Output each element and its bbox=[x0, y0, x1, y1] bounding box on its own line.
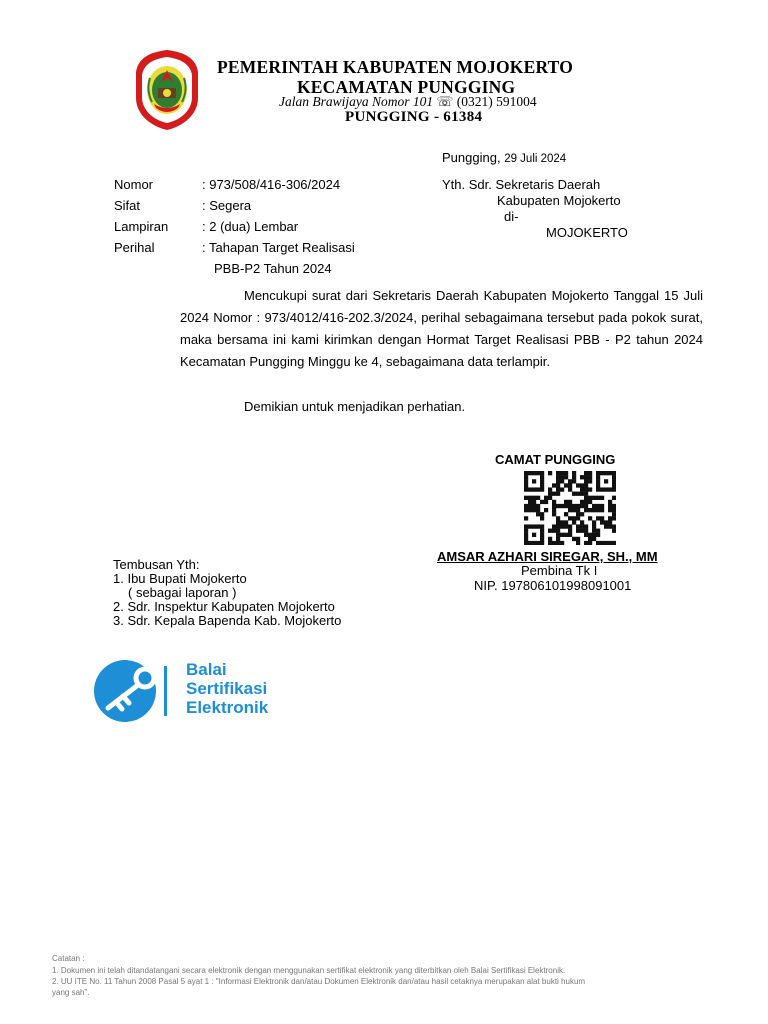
footer-note-2-cont: yang sah". bbox=[52, 988, 90, 997]
recipient-line2: Kabupaten Mojokerto bbox=[497, 193, 621, 208]
nomor-value: : 973/508/416-306/2024 bbox=[202, 177, 341, 192]
signatory-nip: NIP. 197806101998091001 bbox=[474, 578, 632, 593]
letterhead-city-postcode: PUNGGING - 61384 bbox=[345, 109, 483, 125]
sifat-value: : Segera bbox=[202, 198, 252, 213]
recipient-line3: di- bbox=[504, 209, 519, 224]
qr-code-icon bbox=[524, 471, 616, 545]
recipient-line1: Yth. Sdr. Sekretaris Daerah bbox=[442, 177, 601, 192]
tembusan-heading: Tembusan Yth: bbox=[113, 557, 200, 572]
signature-title: CAMAT PUNGGING bbox=[495, 452, 616, 467]
footer-note-1: 1. Dokumen ini telah ditandatangani secara elektronik dengan menggunakan sertifikat elektronik yang diterbitkan oleh Balai Sertifikasi Elektronik. bbox=[52, 966, 566, 975]
bsre-line1: Balai bbox=[186, 660, 227, 679]
signatory-rank: Pembina Tk I bbox=[521, 563, 598, 578]
body-paragraph-2: Demikian untuk menjadikan perhatian. bbox=[244, 399, 466, 414]
perihal-label: Perihal bbox=[114, 240, 155, 255]
sifat-label: Sifat bbox=[114, 198, 141, 213]
letterhead-address: Jalan Brawijaya Nomor 101 ☏ (0321) 591004 bbox=[279, 94, 537, 109]
telephone-icon: ☏ bbox=[436, 94, 454, 109]
footer-note-2: 2. UU ITE No. 11 Tahun 2008 Pasal 5 ayat 1 : "Informasi Elektronik dan/atau Dokumen Elektronik dan/atau hasil cetaknya merupakan alat bukti hukum bbox=[52, 977, 586, 986]
place-date: Pungging, 29 Juli 2024 bbox=[442, 150, 567, 165]
letterhead-government: PEMERINTAH KABUPATEN MOJOKERTO bbox=[217, 57, 574, 77]
body-paragraph-1: Mencukupi surat dari Sekretaris Daerah Kabupaten Mojokerto Tanggal 15 Juli 2024 Nomor : 973/4012/416-202.3/2024, perihal sebagaimana tersebut pada pokok surat, maka bersama ini kami kirimkan dengan Hormat Target Realisasi PBB - P2 tahun 2024 Kecamatan Pungging Minggu ke 4, sebagaimana data terlampir. bbox=[180, 288, 703, 369]
tembusan-item: 3. Sdr. Kepala Bapenda Kab. Mojokerto bbox=[113, 613, 342, 628]
nomor-label: Nomor bbox=[114, 177, 154, 192]
lampiran-label: Lampiran bbox=[114, 219, 169, 234]
perihal-value: : Tahapan Target Realisasi bbox=[202, 240, 355, 255]
bsre-key-logo-icon bbox=[92, 658, 170, 724]
tembusan-item: 2. Sdr. Inspektur Kabupaten Mojokerto bbox=[113, 599, 335, 614]
footer-heading: Catatan : bbox=[52, 954, 85, 963]
tembusan-item: ( sebagai laporan ) bbox=[128, 585, 237, 600]
signatory-name: AMSAR AZHARI SIREGAR, SH., MM bbox=[437, 549, 658, 564]
mojokerto-coat-of-arms-icon bbox=[132, 48, 202, 132]
tembusan-item: 1. Ibu Bupati Mojokerto bbox=[113, 571, 247, 586]
letterhead-district: KECAMATAN PUNGGING bbox=[297, 77, 516, 97]
lampiran-value: : 2 (dua) Lembar bbox=[202, 219, 299, 234]
recipient-line4: MOJOKERTO bbox=[546, 225, 628, 240]
bsre-line3: Elektronik bbox=[186, 698, 269, 717]
bsre-line2: Sertifikasi bbox=[186, 679, 268, 698]
perihal-value-line2: PBB-P2 Tahun 2024 bbox=[214, 261, 332, 276]
